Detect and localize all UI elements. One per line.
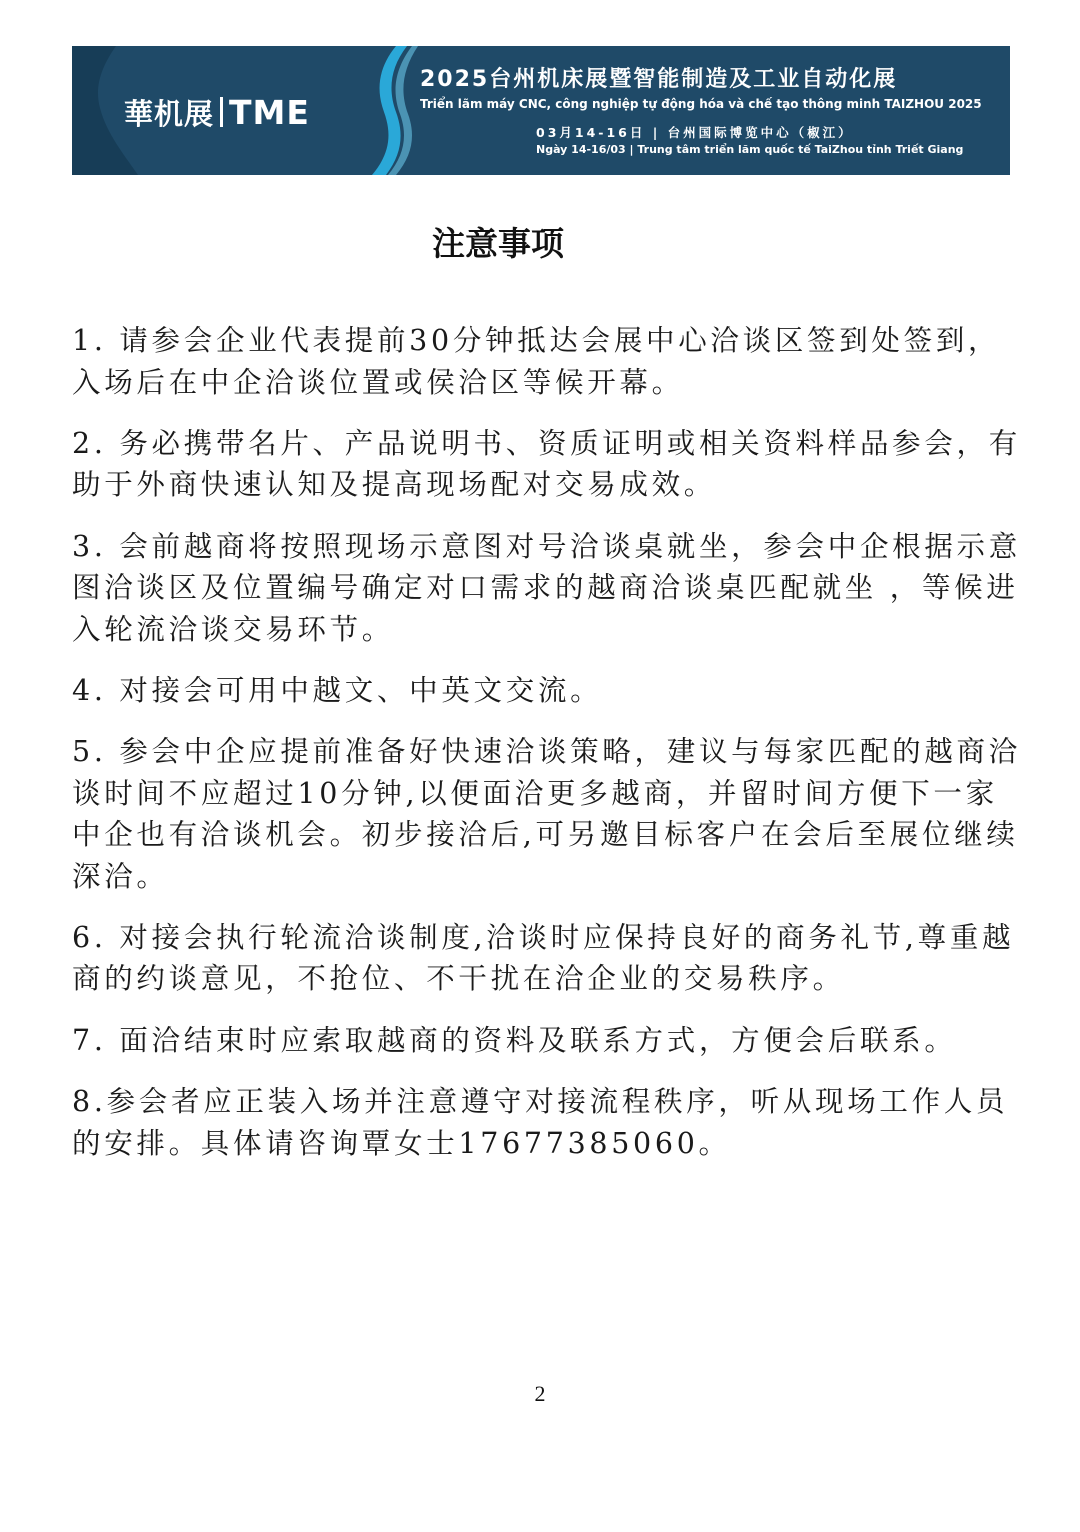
banner-venue: Ngày 14-16/03 | Trung tâm triển lãm quốc tế TaiZhou tỉnh Triết Giang <box>536 143 964 156</box>
note-item: 3. 会前越商将按照现场示意图对号洽谈桌就坐，参会中企根据示意 图洽谈区及位置编号确定对口需求的越商洽谈桌匹配就坐 ，等候进入轮流洽谈交易环节。 <box>72 529 1021 646</box>
banner-subtitle: Triển lãm máy CNC, công nghiệp tự động hóa và chế tạo thông minh TAIZHOU 2025 <box>420 97 982 111</box>
page-number: 2 <box>534 1381 546 1406</box>
note-item: 4. 对接会可用中越文、中英文交流。 <box>72 673 603 707</box>
page-title: 注意事项 <box>432 224 564 263</box>
banner-title: 2025台州机床展暨智能制造及工业自动化展 <box>420 67 898 92</box>
note-item: 2. 务必携带名片、产品说明书、资质证明或相关资料样品参会，有助于外商快速认知及提高现场配对交易成效。 <box>72 426 1021 502</box>
note-item: 5. 参会中企应提前准备好快速洽谈策略，建议与每家匹配的越商洽谈时间不应超过10分钟,以便面洽更多越商，并留时间方便下一家 中企也有洽谈机会。初步接洽后,可另邀目标客户在会后至展位继续深洽。 <box>72 735 1021 893</box>
tme-logo <box>124 90 310 134</box>
note-item: 1. 请参会企业代表提前30分钟抵达会展中心洽谈区签到处签到，入场后在中企洽谈位置或侯洽区等候开幕。 <box>72 324 1001 399</box>
banner-date: 03月14-16日 | 台州国际博览中心（椒江） <box>536 125 854 140</box>
banner-text-block <box>420 66 1000 158</box>
header-banner <box>72 46 1010 175</box>
note-item: 8.参会者应正装入场并注意遵守对接流程秩序，听从现场工作人员的安排。具体请咨询覃女士17677385060。 <box>72 1085 1009 1160</box>
note-item: 6. 对接会执行轮流洽谈制度,洽谈时应保持良好的商务礼节,尊重越商的约谈意见，不抢位、不干扰在洽企业的交易秩序。 <box>72 920 1015 996</box>
logo-chinese: 華机展 <box>124 96 215 131</box>
note-item: 7. 面洽结束时应索取越商的资料及联系方式，方便会后联系。 <box>72 1023 957 1057</box>
logo-divider <box>220 97 223 127</box>
logo-english: TME <box>229 92 310 132</box>
notes-list <box>72 320 1032 1184</box>
